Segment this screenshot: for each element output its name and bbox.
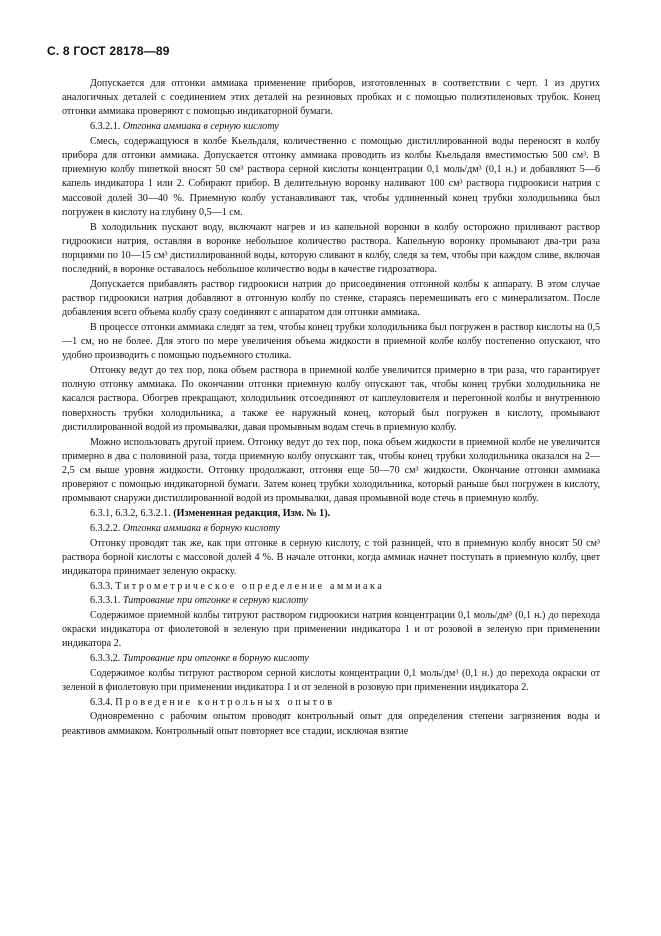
paragraph-boric-acid: Отгонку проводят так же, как при отгонке в серную кислоту, с той разницей, что в приемную колбу вносят 50 см³ раствора борной кислоты с массовой долей 4 %. В начале отгонки, когда аммиак начнет поступать в приемную колбу, цвет индикатора принимает зеленую окраску. (62, 537, 600, 577)
paragraph-titration-sulfuric: Содержимое приемной колбы титруют раствором гидроокиси натрия концентрации 0,1 моль/дм³ (0,1 н.) до перехода окраски индикатора от фиолетовой в зеленую при применении индикатора 1 и от розовой в зеленую при применении индикатора 2. (62, 610, 600, 650)
section-title: Титрование при отгонке в борную кислоту (122, 653, 309, 665)
amendment-sections: 6.3.1, 6.3.2, 6.3.2.1. (90, 508, 171, 520)
paragraph-condenser: В холодильник пускают воду, включают нагрев и из капельной воронки в колбу осторожно приливают раствор гидроокиси натрия, оставляя в воронке небольшое количество раствора. Капельную воронку промывают два-три раза порциями по 10—15 см³ дистиллированной воды, которую сливают в колбу, следя за тем, чтобы при каждом сливе, включая последний, в воронке оставалось небольшое количество воды в качестве гидрозатвора. (62, 221, 600, 276)
paragraph-titration-boric: Содержимое колбы титруют раствором серной кислоты концентрации 0,1 моль/дм³ (0,1 н.) до перехода окраски от зеленой в фиолетовую при применении индикатора 1 и от зеленой в розовую при применении индикатора 2. (62, 667, 600, 694)
section-number: 6.3.2.1. (90, 121, 121, 133)
section-6-3-3-2-heading (62, 652, 600, 666)
paragraph-alternative-method: Можно использовать другой прием. Отгонку ведут до тех пор, пока объем жидкости в приемной колбе не увеличится примерно в два с половиной раза, тогда приемную колбу опускают так, чтобы конец трубки холодильника оказался на 2—2,5 см выше уровня жидкости. Отгонку продолжают, отгоняя еще 50—70 см³ жидкости. Окончание отгонки аммиака проверяют с помощью индикаторной бумаги. Затем конец трубки холодильника, который раньше был погружен в кислоту, промывают снаружи дистиллированной водой из промывалки, давая промывной воде стечь в приемную колбу. (62, 436, 600, 505)
paragraph-alkali-addition: Допускается прибавлять раствор гидроокиси натрия до присоединения отгонной колбы к аппарату. В этом случае раствор гидроокиси натрия добавляют в отгонную колбу по стенке, стараясь перемешивать его с минерализатом. После добавления всего объема колбу сразу соединяют с аппаратом для отгонки аммиака. (62, 278, 600, 319)
section-6-3-3-heading (62, 580, 600, 594)
section-6-3-4-heading (62, 696, 600, 710)
section-title: Титрометрическое определение аммиака (115, 580, 385, 592)
section-6-3-2-1-heading (62, 120, 600, 134)
section-number: 6.3.4. (90, 696, 113, 708)
paragraph-devices: Допускается для отгонки аммиака применение приборов, изготовленных в соответствии с черт. 1 из других аналогичных деталей с соединением этих деталей на резиновых пробках и с помощью полиэтиленовых трубок. Конец отгонки аммиака проверяют с помощью индикаторной бумаги. (62, 78, 600, 118)
section-number: 6.3.3.1. (90, 595, 121, 607)
section-title: Титрование при отгонке в серную кислоту (122, 595, 308, 607)
section-6-3-2-2-heading (62, 522, 600, 536)
section-number: 6.3.2.2. (90, 522, 121, 534)
paragraph-distillation-process: В процессе отгонки аммиака следят за тем, чтобы конец трубки холодильника был погружен в раствор кислоты на 0,5—1 см, но не более. Для этого по мере увеличения объема жидкости в приемной колбе колбу постепенно опускают, что удобно производить с помощью подъемного столика. (62, 321, 600, 362)
section-number: 6.3.3.2. (90, 653, 121, 665)
section-number: 6.3.3. (90, 580, 113, 592)
section-title: Отгонка аммиака в серную кислоту (122, 121, 279, 133)
paragraph-transfer-mixture: Смесь, содержащуюся в колбе Кьельдаля, количественно с помощью дистиллированной воды переносят в колбу прибора для отгонки аммиака. Допускается отгонку аммиака проводить из колбы Кьельдаля вместимостью 500 см³. В приемную колбу пипеткой вносят 50 см³ раствора серной кислоты концентрации 0,1 моль/дм³ (0,1 н.) и добавляют 5—6 капель индикатора 1 или 2. Собирают прибор. В делительную воронку наливают 100 см³ раствора гидроокиси натрия с массовой долей 30—40 %. Приемную колбу устанавливают так, чтобы удлиненный конец трубки холодильника был погружен в кислоту на глубину 0,5—1 см. (62, 135, 600, 218)
section-title: Отгонка аммиака в борную кислоту (122, 522, 280, 534)
paragraph-distillation-end: Отгонку ведут до тех пор, пока объем раствора в приемной колбе увеличится примерно в три раза, что гарантирует полную отгонку аммиака. По окончании отгонки приемную колбу опускают так, чтобы конец трубки холодильника не касался раствора. Обогрев прекращают, холодильник отсоединяют от каплеуловителя и перегонной колбы и внутреннюю поверхность трубки холодильника, а также ее наружный конец, который был погружен в кислоту, промывают дистиллированной водой из промывалки, давая промывным водам стечь в приемную колбу. (62, 365, 600, 433)
amendment-text: (Измененная редакция, Изм. № 1). (173, 508, 331, 520)
section-6-3-3-1-heading (62, 594, 600, 608)
amendment-note (62, 507, 600, 521)
document-body (62, 77, 600, 739)
page-header: С. 8 ГОСТ 28178—89 (47, 44, 170, 58)
paragraph-control-experiment: Одновременно с рабочим опытом проводят контрольный опыт для определения степени загрязнения воды и реактивов аммиаком. Контрольный опыт повторяет все стадии, исключая взятие (62, 711, 600, 737)
section-title: Проведение контрольных опытов (115, 696, 335, 708)
